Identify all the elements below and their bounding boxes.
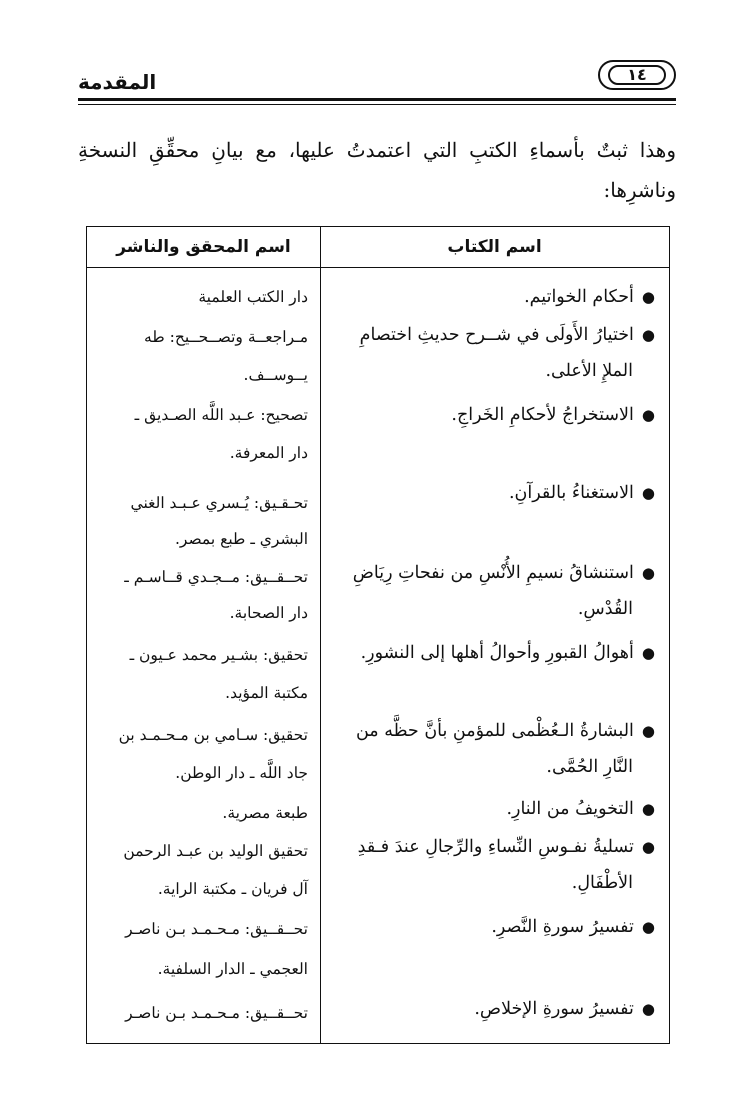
column-header-book: اسم الكتاب: [447, 237, 542, 257]
publisher-line: آل فريان ـ مكتبة الراية.: [157, 880, 308, 898]
publisher-line: تحقيق الوليد بن عبـد الرحمن: [123, 842, 308, 860]
publisher-line: تحقيق: سـامي بن مـحـمـد بن: [118, 726, 308, 744]
header-rule-thin: [78, 104, 676, 105]
book-item: ●تسليةُ نفـوسِ النِّساءِ والرِّجالِ عندَ فـقدِ الأطْفَالِ.: [334, 829, 655, 901]
publisher-line: دار الصحابة.: [229, 604, 308, 622]
bullet-icon: ●: [641, 800, 655, 818]
book-item: ●التخويفُ من النارِ.: [334, 791, 655, 827]
publisher-line: جاد اللَّه ـ دار الوطن.: [175, 764, 308, 782]
publisher-line: تحـقـيق: يُـسري عـبـد الغني: [130, 494, 308, 512]
publisher-line: دار المعرفة.: [229, 444, 308, 462]
book-item: ●اختيارُ الأَولَى في شــرح حديثِ اختصامِ الملإِ الأعلى.: [334, 317, 655, 389]
publisher-line: مـراجعــة وتصــحــيح: طه: [144, 328, 308, 346]
page-header: [78, 58, 676, 104]
bullet-icon: ●: [641, 406, 655, 424]
book-item: ●البشارةُ الـعُظْمى للمؤمنِ بأنَّ حظَّه من النَّارِ الحُمَّى.: [334, 713, 655, 785]
table-column-divider: [320, 227, 321, 1043]
publisher-line: تحــقــيق: مـحـمـد بـن ناصـر: [125, 1004, 308, 1022]
book-item: ●الاستخراجُ لأحكامِ الخَراجِ.: [334, 397, 655, 433]
publisher-line: البشري ـ طبع بمصر.: [175, 530, 308, 548]
table-header-divider: [87, 267, 669, 268]
bullet-icon: ●: [641, 1000, 655, 1018]
page-number-badge: [598, 60, 676, 90]
column-header-publisher: اسم المحقق والناشر: [116, 237, 291, 257]
book-item: ●الاستغناءُ بالقرآنِ.: [334, 475, 655, 511]
publisher-line: طبعة مصرية.: [222, 804, 308, 822]
bullet-icon: ●: [641, 722, 655, 740]
book-item: ●أهوالُ القبورِ وأحوالُ أهلها إلى النشورِ.: [334, 635, 655, 671]
publisher-line: تصحيح: عـبد اللَّه الصـديق ـ: [134, 406, 308, 424]
book-item: ●أحكام الخواتيم.: [334, 279, 655, 315]
header-rule-thick: [78, 98, 676, 101]
bullet-icon: ●: [641, 288, 655, 306]
bullet-icon: ●: [641, 918, 655, 936]
publisher-line: تحــقــيق: مـحـمـد بـن ناصـر: [125, 920, 308, 938]
book-item: ●استنشاقُ نسيمِ الأُنْسِ من نفحاتِ رِيَاضِ القُدْسِ.: [334, 555, 655, 627]
bullet-icon: ●: [641, 644, 655, 662]
publisher-line: تحــقــيق: مــجـدي قــاسـم ـ: [124, 568, 308, 586]
publisher-line: العجمي ـ الدار السلفية.: [157, 960, 308, 978]
bullet-icon: ●: [641, 564, 655, 582]
book-item: ●تفسيرُ سورةِ النَّصرِ.: [334, 909, 655, 945]
publisher-line: مكتبة المؤيد.: [225, 684, 308, 702]
book-item: ●تفسيرُ سورةِ الإخلاصِ.: [334, 991, 655, 1027]
books-table: [86, 226, 670, 1044]
publisher-line: دار الكتب العلمية: [198, 288, 308, 306]
publisher-line: تحقيق: بشـير محمد عـيون ـ: [129, 646, 308, 664]
bullet-icon: ●: [641, 326, 655, 344]
chapter-title: المقدمة: [78, 70, 157, 94]
page-number: ١٤: [608, 65, 666, 85]
bullet-icon: ●: [641, 838, 655, 856]
intro-paragraph: وهذا ثبتٌ بأسماءِ الكتبِ التي اعتمدتُ عليها، مع بيانِ محقِّقِ النسخةِ وناشرِها:: [78, 138, 676, 202]
publisher-line: يــوســف.: [243, 366, 308, 384]
bullet-icon: ●: [641, 484, 655, 502]
